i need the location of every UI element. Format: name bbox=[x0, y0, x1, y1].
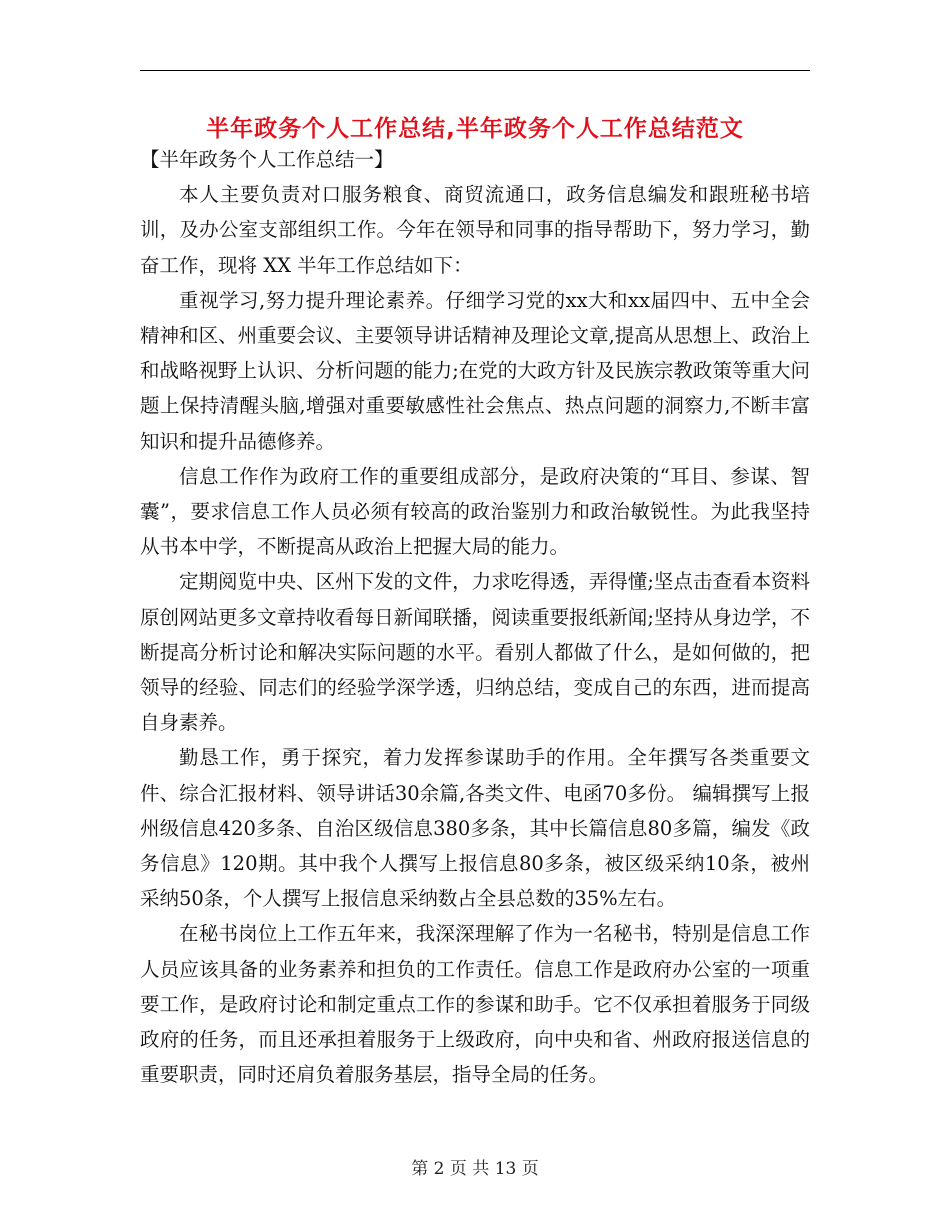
paragraph-reading: 定期阅览中央、区州下发的文件，力求吃得透，弄得懂;坚点击查看本资料原创网站更多文章持收看每日新闻联播，阅读重要报纸新闻;坚持从身边学，不断提高分析讨论和解决实际问题的水平。看别人都做了什么，是如何做的，把领导的经验、同志们的经验学深学透，归纳总结，变成自己的东西，进而提高自身素养。 bbox=[140, 570, 810, 735]
document-body bbox=[140, 142, 810, 1092]
paragraph-diligent-work: 勤恳工作，勇于探究，着力发挥参谋助手的作用。全年撰写各类重要文件、综合汇报材料、领导讲话30余篇,各类文件、电函70多份。 编辑撰写上报州级信息420多条、自治区级信息380多条，其中长篇信息80多篇，编发《政务信息》120期。其中我个人撰写上报信息80多条，被区级采纳10条，被州采纳50条，个人撰写上报信息采纳数占全县总数的35%左右。 bbox=[140, 746, 810, 911]
paragraph-information-work: 信息工作作为政府工作的重要组成部分，是政府决策的“耳目、参谋、智囊”，要求信息工作人员必须有较高的政治鉴别力和政治敏锐性。为此我坚持从书本中学，不断提高从政治上把握大局的能力。 bbox=[140, 464, 810, 559]
paragraph-intro: 本人主要负责对口服务粮食、商贸流通口，政务信息编发和跟班秘书培训，及办公室支部组织工作。今年在领导和同事的指导帮助下，努力学习，勤奋工作，现将 XX 半年工作总结如下： bbox=[140, 183, 810, 277]
paragraph-study: 重视学习,努力提升理论素养。仔细学习党的xx大和xx届四中、五中全会精神和区、州重要会议、主要领导讲话精神及理论文章,提高从思想上、政治上和战略视野上认识、分析问题的能力;在党的大政方针及民族宗教政策等重大问题上保持清醒头脑,增强对重要敏感性社会焦点、热点问题的洞察力,不断丰富知识和提升品德修养。 bbox=[140, 288, 810, 453]
header-rule bbox=[140, 70, 810, 71]
paragraph-secretary-role: 在秘书岗位上工作五年来，我深深理解了作为一名秘书，特别是信息工作人员应该具备的业务素养和担负的工作责任。信息工作是政府办公室的一项重要工作，是政府讨论和制定重点工作的参谋和助手。它不仅承担着服务于同级政府的任务，而且还承担着服务于上级政府，向中央和省、州政府报送信息的重要职责，同时还肩负着服务基层，指导全局的任务。 bbox=[140, 922, 810, 1087]
section-heading: 【半年政务个人工作总结一】 bbox=[140, 148, 394, 171]
document-title: 半年政务个人工作总结,半年政务个人工作总结范文 bbox=[206, 116, 744, 142]
page-number-footer: 第 2 页 共 13 页 bbox=[411, 1159, 539, 1179]
